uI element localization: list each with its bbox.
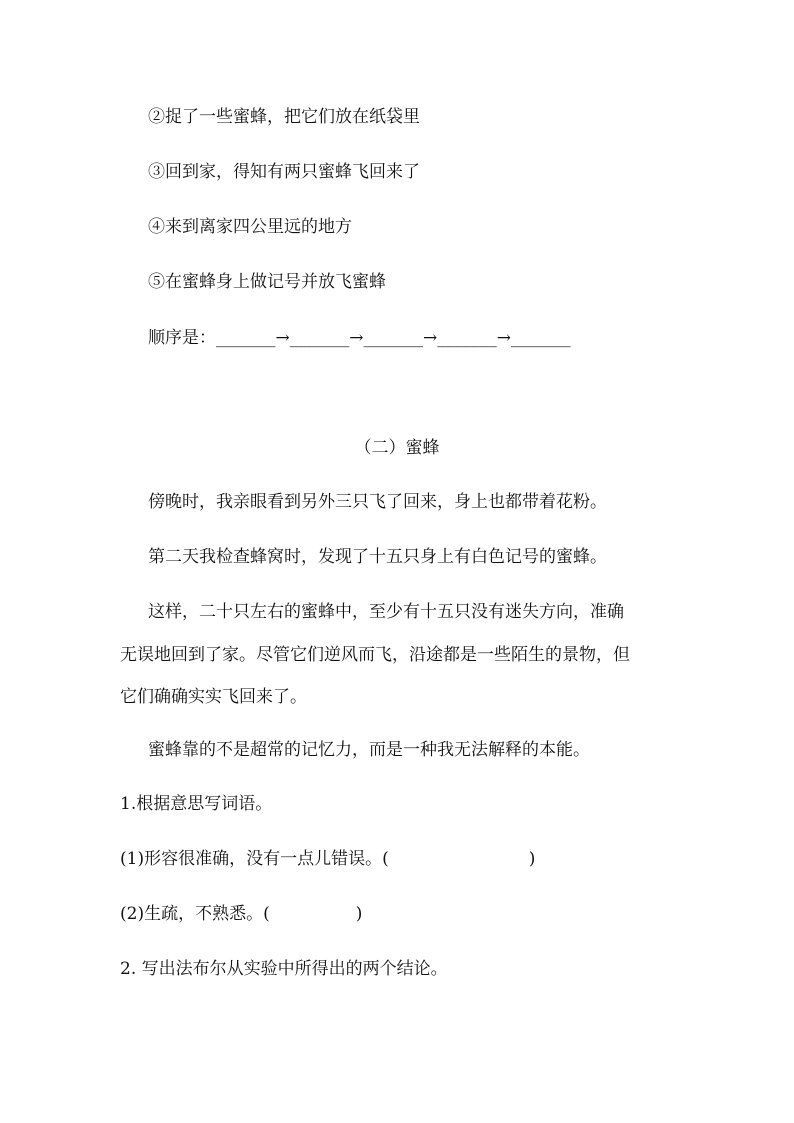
step-3: ③回到家，得知有两只蜜蜂飞回来了 xyxy=(148,162,420,182)
order-answer-line: 顺序是：_______→_______→_______→_______→_______ xyxy=(148,328,571,348)
step-5: ⑤在蜜蜂身上做记号并放飞蜜蜂 xyxy=(148,272,386,292)
question-1-item-1 xyxy=(120,847,535,871)
question-1-item-1-close: ) xyxy=(528,849,536,869)
passage-paragraph-3-line-2: 无误地回到了家。尽管它们逆风而飞，沿途都是一些陌生的景物，但 xyxy=(120,645,630,665)
passage-paragraph-4: 蜜蜂靠的不是超常的记忆力，而是一种我无法解释的本能。 xyxy=(148,740,590,760)
passage-paragraph-1: 傍晚时，我亲眼看到另外三只飞了回来，身上也都带着花粉。 xyxy=(148,492,607,512)
question-1-item-2-close: ) xyxy=(355,904,363,924)
question-2-title: 2. 写出法布尔从实验中所得出的两个结论。 xyxy=(120,959,448,979)
section-title: （二）蜜蜂 xyxy=(354,438,440,458)
question-1-title: 1.根据意思写词语。 xyxy=(120,794,273,814)
passage-paragraph-3-line-3: 它们确确实实飞回来了。 xyxy=(120,687,307,707)
step-2: ②捉了一些蜜蜂，把它们放在纸袋里 xyxy=(148,107,420,127)
step-4: ④来到离家四公里远的地方 xyxy=(148,217,352,237)
passage-paragraph-3-line-1: 这样，二十只左右的蜜蜂中，至少有十五只没有迷失方向，准确 xyxy=(148,602,624,622)
question-1-item-1-text: (1)形容很准确，没有一点儿错误。( xyxy=(120,849,389,869)
passage-paragraph-2: 第二天我检查蜂窝时，发现了十五只身上有白色记号的蜜蜂。 xyxy=(148,547,607,567)
question-1-item-2 xyxy=(120,902,362,926)
question-1-item-2-text: (2)生疏，不熟悉。( xyxy=(120,904,270,924)
